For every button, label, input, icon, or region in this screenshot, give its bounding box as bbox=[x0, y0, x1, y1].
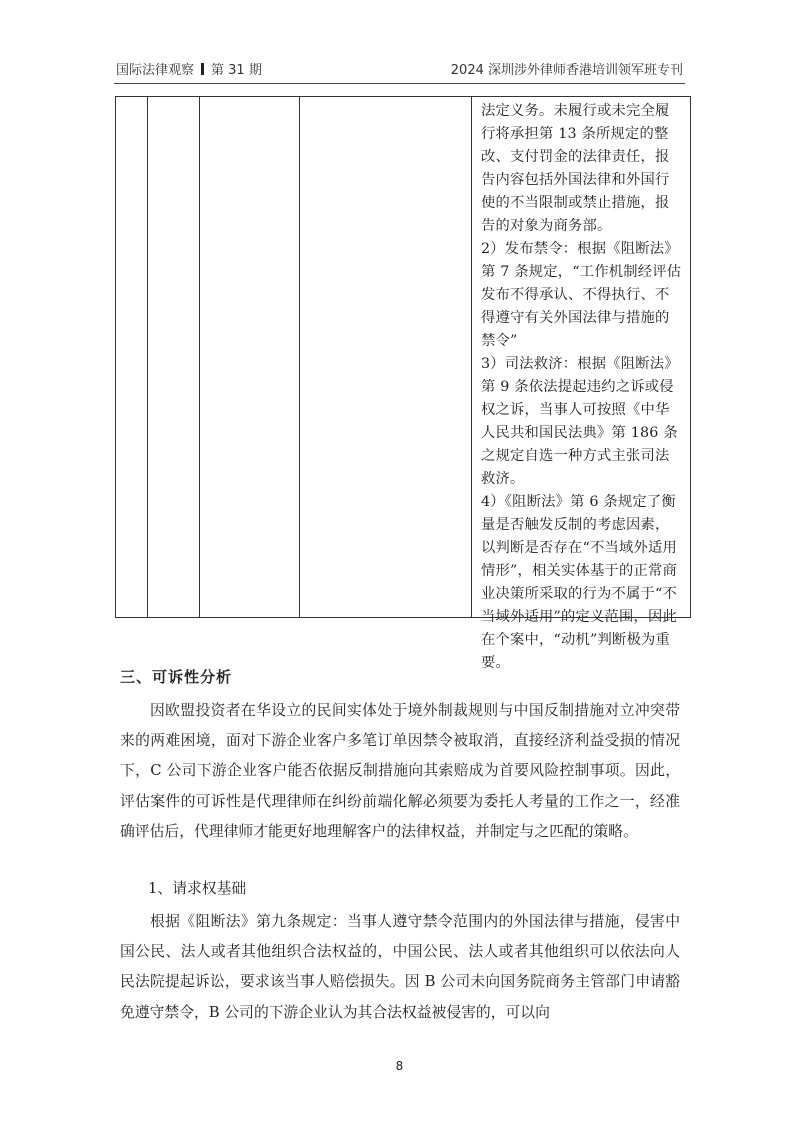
table-row bbox=[116, 97, 691, 618]
continued-table bbox=[115, 96, 691, 671]
cell-paragraph: 法定义务。未履行或未完全履行将承担第 13 条所规定的整改、支付罚金的法律责任，报告内容包括外国法律和外国行使的不当限制或禁止措施，报告的对象为商务部。 bbox=[481, 103, 670, 234]
body-paragraph-2-block bbox=[120, 907, 680, 1028]
subsection-heading: 1、请求权基础 bbox=[148, 880, 247, 897]
header-left bbox=[116, 59, 262, 78]
journal-title: 国际法律观察 bbox=[116, 63, 195, 78]
table-cell-2 bbox=[148, 97, 200, 618]
page-number: 8 bbox=[395, 1059, 404, 1073]
page-header bbox=[114, 57, 685, 79]
body-paragraph-1-block bbox=[120, 696, 680, 847]
body-paragraph: 根据《阻断法》第九条规定：当事人遵守禁令范围内的外国法律与措施，侵害中国公民、法人或者其他组织合法权益的，中国公民、法人或者其他组织可以依法向人民法院提起诉讼，要求该当事人赔偿损失。因 B 公司未向国务院商务主管部门申请豁免遵守禁令，B 公司的下游企业认为其合法权益被侵害的，可以向 bbox=[120, 913, 680, 1021]
header-divider bbox=[114, 83, 685, 84]
table-cell-3 bbox=[200, 97, 300, 618]
section-heading: 三、可诉性分析 bbox=[120, 668, 233, 686]
table-cell-4 bbox=[300, 97, 472, 618]
special-issue-title: 2024 深圳涉外律师香港培训领军班专刊 bbox=[450, 63, 683, 78]
divider-bar bbox=[201, 63, 204, 75]
cell-paragraph: 2）发布禁令：根据《阻断法》第 7 条规定，“工作机制经评估发布不得承认、不得执行、不得遵守有关外国法律与措施的禁令” bbox=[481, 241, 682, 349]
table-cell-measures bbox=[472, 97, 691, 671]
body-paragraph: 因欧盟投资者在华设立的民间实体处于境外制裁规则与中国反制措施对立冲突带来的两难困境，面对下游企业客户多笔订单因禁令被取消，直接经济利益受损的情况下，C 公司下游企业客户能否依据反制措施向其索赔成为首要风险控制事项。因此，评估案件的可诉性是代理律师在纠纷前端化解必须要为委托人考量的工作之一，经准确评估后，代理律师才能更好地理解客户的法律权益，并制定与之匹配的策略。 bbox=[120, 702, 680, 840]
cell-paragraph: 3）司法救济：根据《阻断法》第 9 条依法提起违约之诉或侵权之诉，当事人可按照《中华人民共和国民法典》第 186 条之规定自选一种方式主张司法救济。 bbox=[481, 356, 679, 487]
issue-number: 第 31 期 bbox=[211, 63, 262, 78]
table-cell-1 bbox=[116, 97, 148, 618]
cell-paragraph: 4）《阻断法》第 6 条规定了衡量是否触发反制的考虑因素，以判断是否存在“不当域外适用情形”，相关实体基于的正常商业决策所采取的行为不属于“不当域外适用”的定义范围，因此在个案中，“动机”判断极为重要。 bbox=[481, 494, 677, 671]
